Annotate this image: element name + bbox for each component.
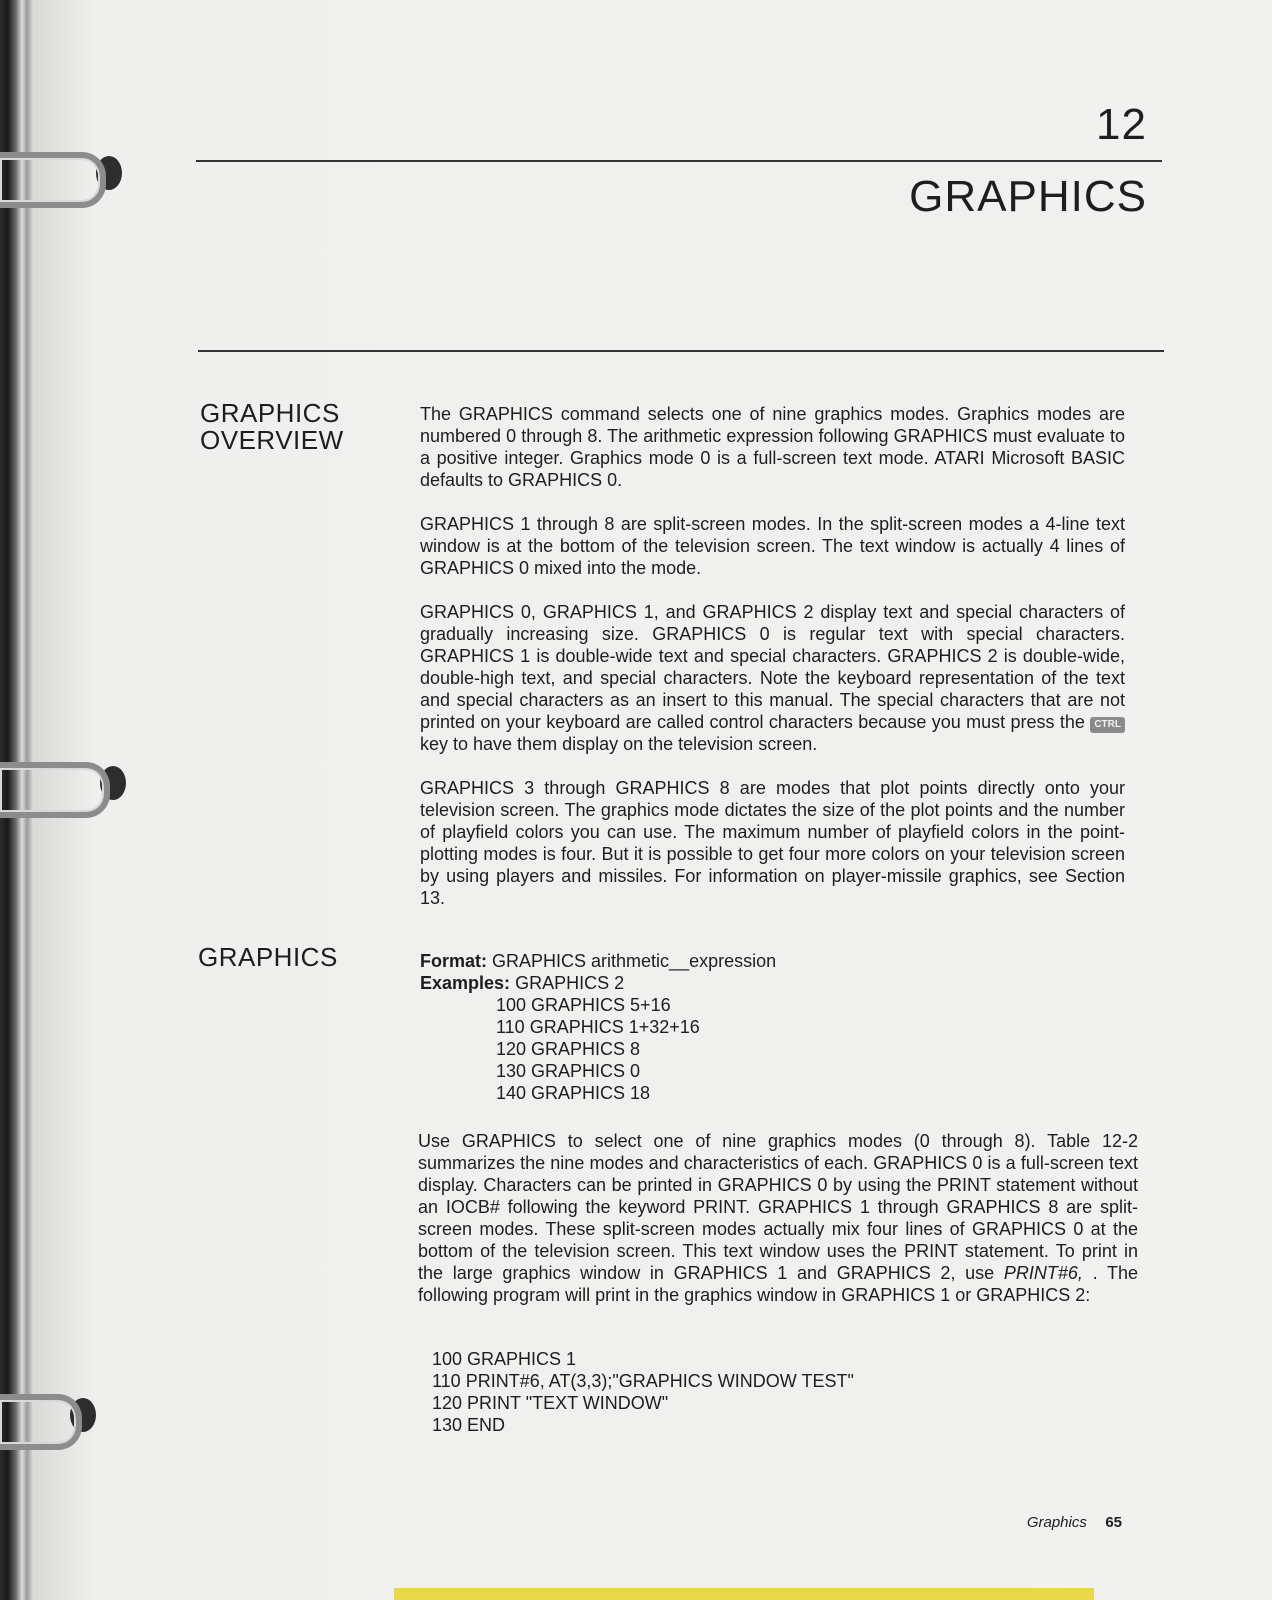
binder-ring: [0, 762, 110, 818]
example-item: 140 GRAPHICS 18: [496, 1083, 651, 1103]
binder-ring: [0, 1394, 82, 1450]
running-title: Graphics: [1026, 1514, 1087, 1531]
program-line: 130 END: [432, 1415, 506, 1435]
command-description: [418, 1130, 1138, 1328]
manual-page: [34, 0, 1272, 1600]
program-line: 100 GRAPHICS 1: [432, 1349, 577, 1369]
examples-list: [420, 994, 776, 1104]
format-line: [420, 950, 776, 972]
overview-paragraph: GRAPHICS 1 through 8 are split-screen modes. In the split-screen modes a 4-line text window is at the bottom of the television screen. The text window is actually 4 lines of GRAPHICS 0 mixed into the mode.: [420, 514, 1125, 578]
overview-paragraph: [420, 601, 1125, 755]
example-item: 120 GRAPHICS 8: [496, 1039, 641, 1059]
format-value: GRAPHICS arithmetic__expression: [492, 951, 777, 971]
binder-ring: [0, 152, 106, 208]
chapter-number: 12: [1096, 100, 1147, 149]
program-listing: [432, 1348, 854, 1436]
page-number: 65: [1105, 1514, 1122, 1531]
command-text: . The following program will print in the graphics window in GRAPHICS 1 or GRAPHICS 2:: [418, 1263, 1138, 1305]
overview-heading: [200, 400, 344, 454]
example-item: 100 GRAPHICS 5+16: [496, 995, 671, 1015]
top-divider: [196, 160, 1162, 162]
chapter-title: GRAPHICS: [909, 172, 1147, 221]
program-line: 110 PRINT#6, AT(3,3);"GRAPHICS WINDOW TEST": [432, 1371, 854, 1391]
program-line: 120 PRINT "TEXT WINDOW": [432, 1393, 669, 1413]
example-item: GRAPHICS 2: [515, 973, 625, 993]
overview-paragraph: The GRAPHICS command selects one of nine graphics modes. Graphics modes are numbered 0 through 8. The arithmetic expression following GRAPHICS must evaluate to a positive integer. Graphics mode 0 is a full-screen text mode. ATARI Microsoft BASIC defaults to GRAPHICS 0.: [420, 404, 1125, 490]
format-label: Format:: [420, 951, 487, 971]
overview-heading-line: GRAPHICS: [200, 398, 340, 428]
format-block: [420, 950, 776, 1104]
command-heading: GRAPHICS: [198, 942, 338, 972]
overview-body: [420, 403, 1125, 931]
overview-heading-line: OVERVIEW: [200, 425, 344, 455]
overview-paragraph: GRAPHICS 3 through GRAPHICS 8 are modes that plot points directly onto your television screen. The graphics mode dictates the size of the plot points and the number of playfield colors you can use. The maximum number of playfield colors in the point-plotting modes is four. But it is possible to get four more colors on your television screen by using players and missiles. For information on player-missile graphics, see Section 13.: [420, 778, 1125, 908]
examples-line: [420, 972, 776, 994]
example-item: 110 GRAPHICS 1+32+16: [496, 1017, 700, 1037]
example-item: 130 GRAPHICS 0: [496, 1061, 641, 1081]
command-text: Use GRAPHICS to select one of nine graphics modes (0 through 8). Table 12-2 summarizes the nine modes and characteristics of each. GRAPHICS 0 is a full-screen text display. Characters can be printed in GRAPHICS 0 by using the PRINT statement without an IOCB# following the keyword PRINT. GRAPHICS 1 through GRAPHICS 8 are split-screen modes. These split-screen modes actually mix four lines of GRAPHICS 0 at the bottom of the television screen. This text window uses the PRINT statement. To print in the large graphics window in GRAPHICS 1 and GRAPHICS 2, use: [418, 1131, 1138, 1283]
section-divider: [198, 350, 1164, 352]
command-paragraph: [418, 1130, 1138, 1306]
page-footer: [1027, 1514, 1122, 1532]
overview-paragraph-text: GRAPHICS 0, GRAPHICS 1, and GRAPHICS 2 display text and special characters of gradually increasing size. GRAPHICS 0 is regular text with special characters. GRAPHICS 1 is double-wide text and special characters. GRAPHICS 2 is double-wide, double-high text, and special characters. Note the keyboard representation of the text and special characters as an insert to this manual. The special characters that are not printed on your keyboard are called control characters because you must press the: [420, 602, 1125, 732]
overview-paragraph-text: key to have them display on the television screen.: [420, 734, 818, 754]
examples-label: Examples:: [420, 973, 511, 993]
ctrl-key-icon: CTRL: [1090, 717, 1125, 733]
command-text-italic: PRINT#6,: [1003, 1263, 1083, 1283]
index-tab: [394, 1588, 1094, 1600]
